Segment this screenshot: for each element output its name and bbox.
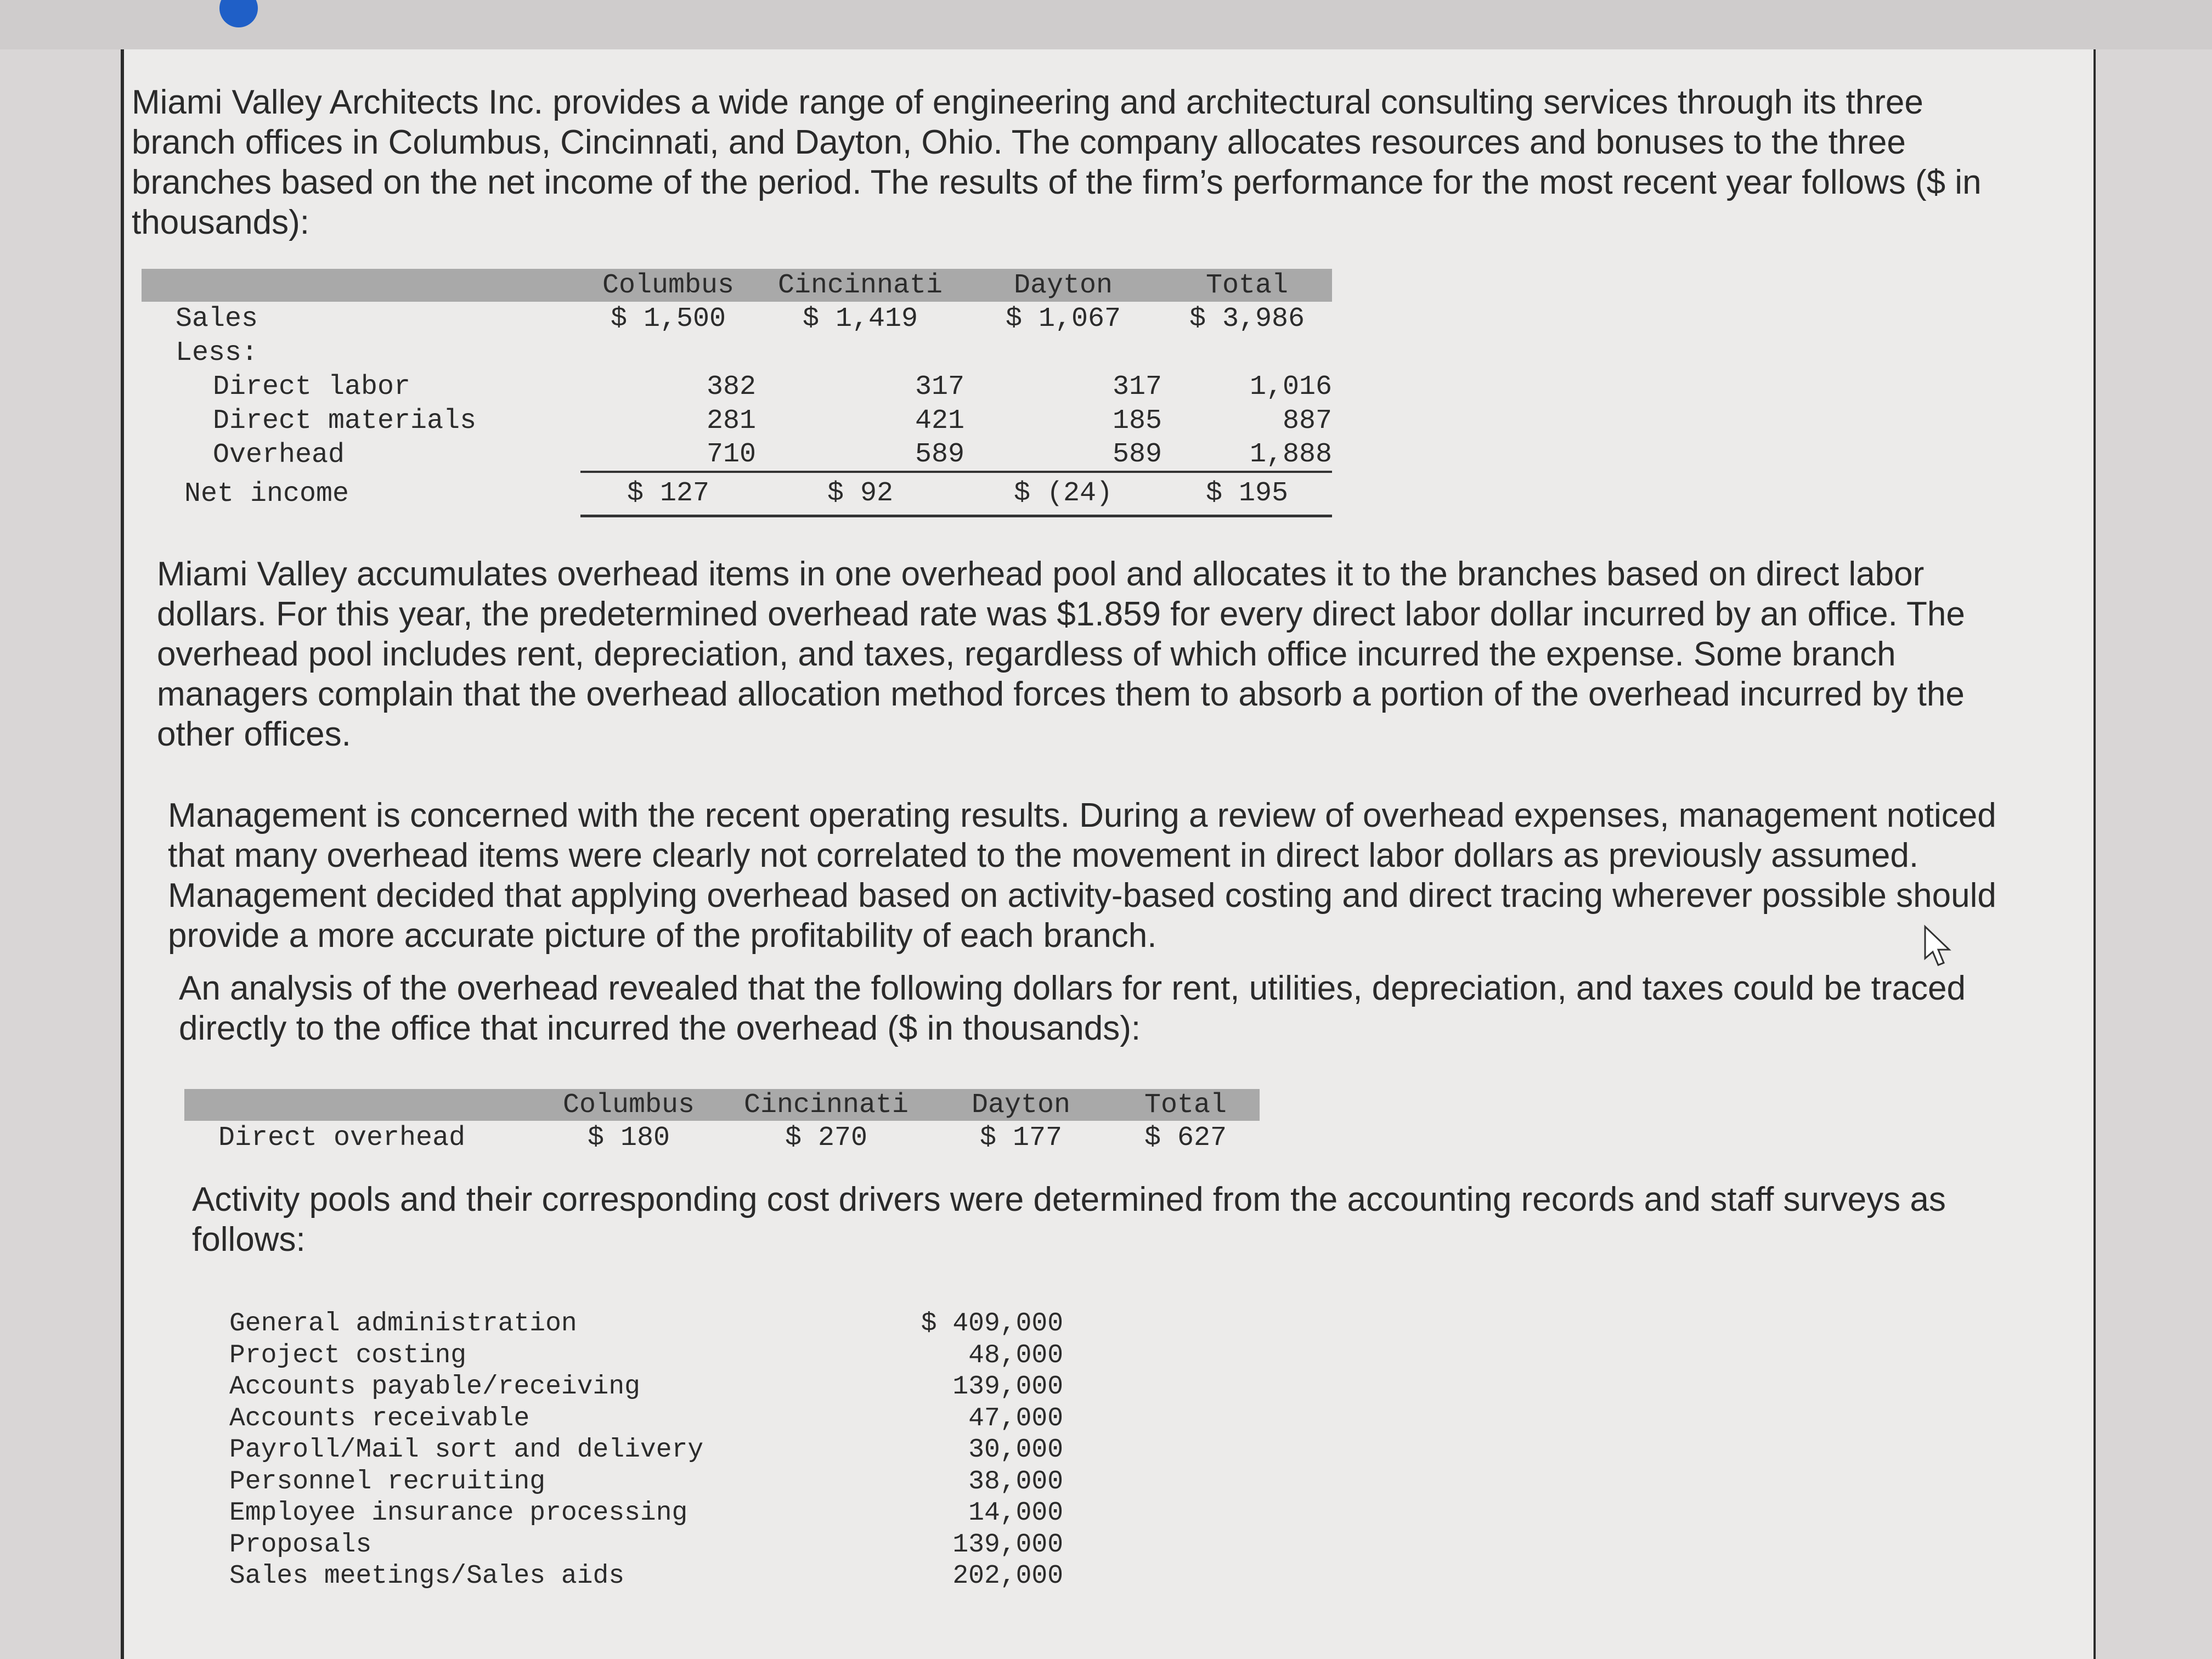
direct-labor-row xyxy=(142,370,1332,404)
overhead-label: Overhead xyxy=(213,439,345,471)
direct-materials-row xyxy=(142,404,1332,438)
activity-pool-name: Project costing xyxy=(229,1340,467,1370)
net-income-label: Net income xyxy=(184,478,349,510)
sales-label: Sales xyxy=(176,303,258,335)
activity-pool-name: Personnel recruiting xyxy=(229,1466,546,1497)
less-row xyxy=(142,336,1332,370)
do-dayton: $ 177 xyxy=(979,1122,1063,1154)
net-income-dayton: $ (24) xyxy=(964,472,1162,516)
activity-pool-name: General administration xyxy=(229,1309,577,1339)
direct-labor-label: Direct labor xyxy=(213,371,411,403)
activity-pool-amount: 47,000 xyxy=(968,1403,1063,1434)
activity-pool-row xyxy=(229,1340,1063,1372)
do-header-dayton: Dayton xyxy=(971,1089,1071,1121)
do-header-columbus: Columbus xyxy=(562,1089,695,1121)
sales-total: $ 3,986 xyxy=(1189,303,1305,335)
direct-overhead-table xyxy=(184,1089,1260,1155)
analysis-paragraph: An analysis of the overhead revealed that the following dollars for rent, utilities, depreciation, and taxes could be traced directly to the office that incurred the overhead ($ in thousands): xyxy=(179,969,1966,1047)
activity-pool-row xyxy=(229,1308,1063,1340)
direct-labor-columbus: 382 xyxy=(706,371,756,403)
activity-pool-name: Payroll/Mail sort and delivery xyxy=(229,1435,704,1465)
activity-pool-row xyxy=(229,1372,1063,1403)
intro-paragraph: Miami Valley Architects Inc. provides a wide range of engineering and architectural consulting services through its three branch offices in Columbus, Cincinnati, and Dayton, Ohio. The company allocates resources and bonuses to the three branches based on the net income of the period. The results of the firm’s performance for the most recent year follows ($ in thousands): xyxy=(132,83,1982,241)
activity-pool-row xyxy=(229,1530,1063,1561)
activity-pool-name: Sales meetings/Sales aids xyxy=(229,1561,625,1591)
sales-cincinnati: $ 1,419 xyxy=(802,303,918,335)
direct-materials-label: Direct materials xyxy=(213,405,477,437)
overhead-row xyxy=(142,438,1332,472)
activity-pool-name: Employee insurance processing xyxy=(229,1498,688,1528)
direct-materials-columbus: 281 xyxy=(706,405,756,437)
col-header-total: Total xyxy=(1205,269,1289,301)
direct-overhead-row xyxy=(184,1121,1260,1155)
activity-pool-name: Accounts payable/receiving xyxy=(229,1372,640,1402)
do-cincinnati: $ 270 xyxy=(785,1122,868,1154)
net-income-cincinnati: $ 92 xyxy=(756,472,964,516)
activity-pool-list xyxy=(229,1308,1063,1593)
activity-pool-amount: 30,000 xyxy=(968,1435,1063,1465)
less-label: Less: xyxy=(176,337,258,369)
activity-pool-amount: 48,000 xyxy=(968,1340,1063,1370)
overhead-dayton: 589 xyxy=(1112,438,1162,470)
col-header-dayton: Dayton xyxy=(1013,269,1113,301)
activity-pool-amount: 14,000 xyxy=(968,1498,1063,1528)
direct-materials-total: 887 xyxy=(1282,405,1332,437)
income-table xyxy=(142,269,1332,517)
management-paragraph: Management is concerned with the recent operating results. During a review of overhead expenses, management noticed that many overhead items were clearly not correlated to the movement in direct labor dollars as previously assumed. Management decided that applying overhead based on activity-based costing and direct tracing wherever possible should provide a more accurate picture of the profitability of each branch. xyxy=(168,797,1996,955)
direct-labor-dayton: 317 xyxy=(1112,371,1162,403)
overhead-total: 1,888 xyxy=(1249,438,1332,470)
overhead-cincinnati: 589 xyxy=(915,438,964,470)
col-header-columbus: Columbus xyxy=(602,269,735,301)
do-header-cincinnati: Cincinnati xyxy=(743,1089,909,1121)
direct-labor-cincinnati: 317 xyxy=(915,371,964,403)
direct-materials-cincinnati: 421 xyxy=(915,405,964,437)
do-total: $ 627 xyxy=(1144,1122,1227,1154)
activity-pool-row xyxy=(229,1403,1063,1435)
activity-pool-name: Proposals xyxy=(229,1530,372,1560)
net-income-row xyxy=(142,472,1332,516)
activity-pool-amount: $ 409,000 xyxy=(921,1309,1063,1339)
overhead-columbus: 710 xyxy=(706,438,756,470)
sales-dayton: $ 1,067 xyxy=(1005,303,1121,335)
direct-materials-dayton: 185 xyxy=(1112,405,1162,437)
income-header-row xyxy=(142,269,1332,302)
activity-pool-row xyxy=(229,1466,1063,1498)
overhead-paragraph: Miami Valley accumulates overhead items in one overhead pool and allocates it to the branches based on direct labor dollars. For this year, the predetermined overhead rate was $1.859 for every direct labor dollar incurred by an office. The overhead pool includes rent, depreciation, and taxes, regardless of which office incurred the expense. Some branch managers complain that the overhead allocation method forces them to absorb a portion of the overhead incurred by the other offices. xyxy=(157,555,1965,753)
activity-pool-amount: 139,000 xyxy=(952,1372,1063,1402)
net-income-total: $ 195 xyxy=(1162,472,1332,516)
info-icon[interactable] xyxy=(219,0,258,27)
activity-pool-amount: 38,000 xyxy=(968,1466,1063,1497)
direct-overhead-header-row xyxy=(184,1089,1260,1121)
activity-pool-row xyxy=(229,1435,1063,1466)
top-bar xyxy=(0,0,2212,49)
mouse-cursor-icon xyxy=(1923,924,1956,968)
sales-row xyxy=(142,302,1332,336)
do-columbus: $ 180 xyxy=(587,1122,670,1154)
activity-pool-amount: 202,000 xyxy=(952,1561,1063,1591)
activity-pool-amount: 139,000 xyxy=(952,1530,1063,1560)
activity-pool-name: Accounts receivable xyxy=(229,1403,530,1434)
col-header-cincinnati: Cincinnati xyxy=(777,269,943,301)
activity-pool-row xyxy=(229,1498,1063,1530)
direct-overhead-label: Direct overhead xyxy=(218,1122,466,1154)
direct-labor-total: 1,016 xyxy=(1249,371,1332,403)
do-header-total: Total xyxy=(1144,1089,1227,1121)
sales-columbus: $ 1,500 xyxy=(610,303,726,335)
activity-paragraph: Activity pools and their corresponding cost drivers were determined from the accounting records and staff surveys as follows: xyxy=(192,1181,1946,1259)
net-income-columbus: $ 127 xyxy=(580,472,756,516)
activity-pool-row xyxy=(229,1561,1063,1593)
